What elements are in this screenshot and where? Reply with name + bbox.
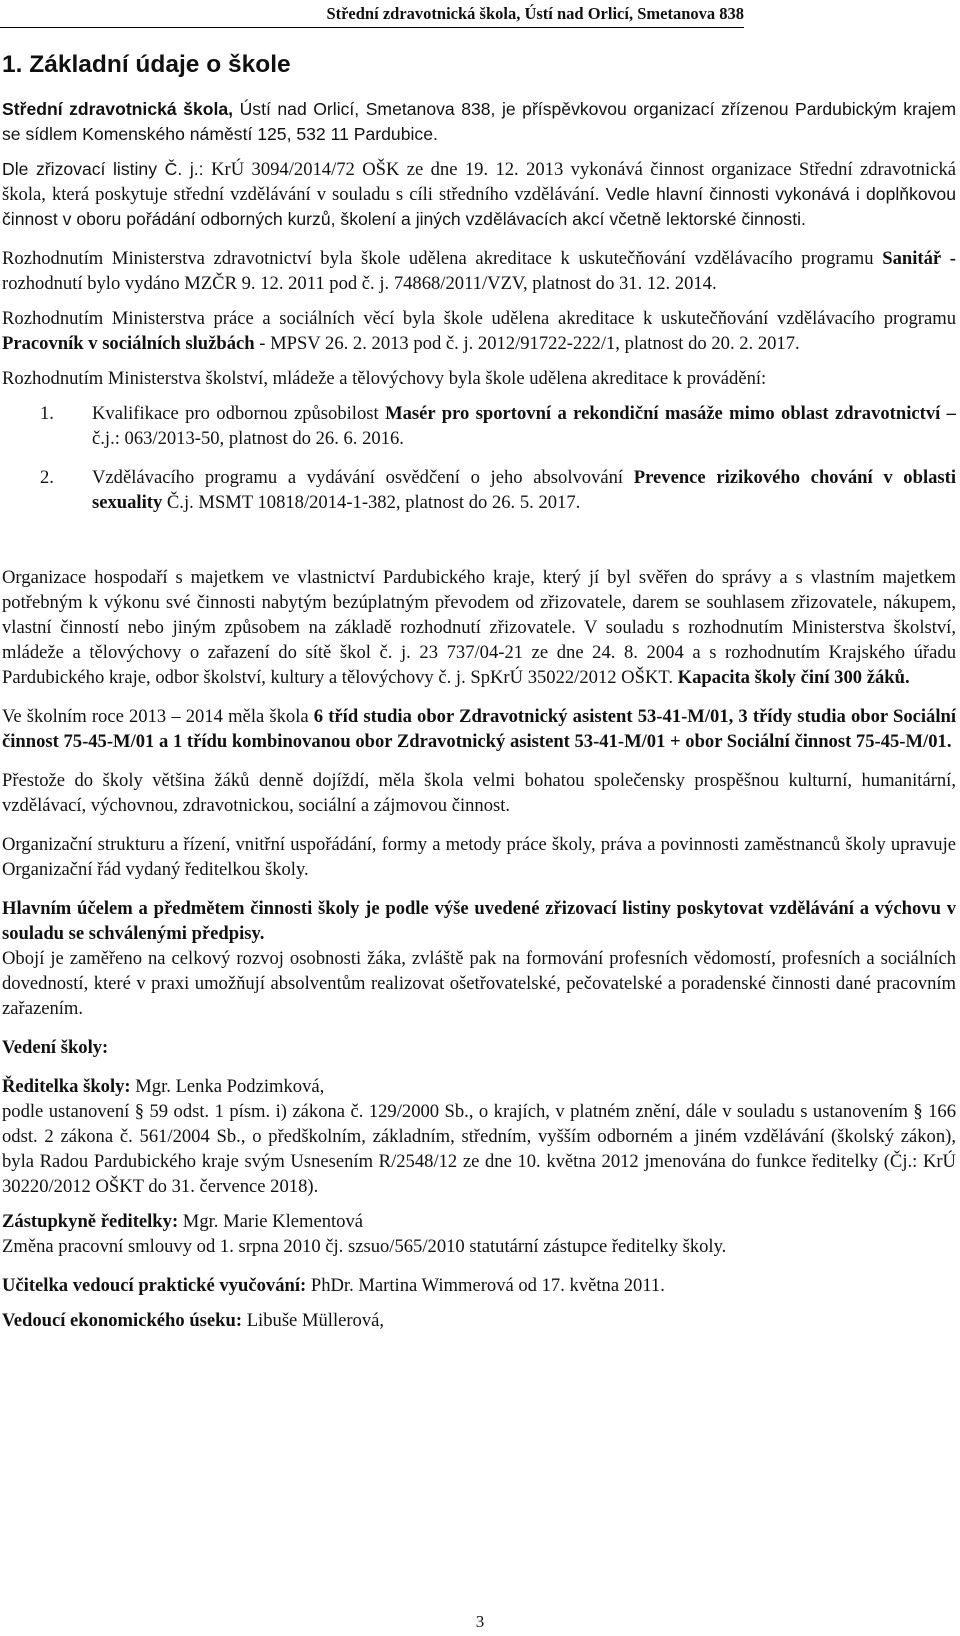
list-text-part: č.j.: 063/2013-50, platnost do 26. 6. 2016. [92, 428, 404, 449]
economic-head-line [2, 1308, 956, 1333]
director-name: Mgr. Lenka Podzimková, [130, 1076, 325, 1097]
list-text-part: Vzdělávacího programu a vydávání osvědčení o jeho absolvování [92, 467, 634, 488]
health-ministry-decision: rozhodnutí bylo vydáno MZČR 9. 12. 2011 pod č. j. 74868/2011/VZV, platnost do 31. 12. 2014. [2, 273, 717, 294]
list-text [92, 401, 956, 451]
paragraph-aims: Obojí je zaměřeno na celkový rozvoj osobnosti žáka, zvláště pak na formování profesních vědomostí, profesních a sociálních dovedností, které v praxi umožňují absolventům realizovat ošetřovatelské, pečovatelské a poradenské činnosti dané pracovním zařazením. [2, 948, 956, 1019]
purpose-text: Hlavním účelem a předmětem činnosti školy je podle výše uvedené zřizovací listiny poskytovat vzdělávání a výchovu v souladu se schválenými předpisy. [2, 898, 956, 944]
deputy-contract: Změna pracovní smlouvy od 1. srpna 2010 čj. szsuo/565/2010 statutární zástupce ředitelky školy. [2, 1236, 727, 1257]
director-label: Ředitelka školy: [2, 1076, 131, 1097]
labour-ministry-text: Rozhodnutím Ministerstva práce a sociálních věcí byla škole udělena akreditace k uskutečňování vzdělávacího programu [2, 308, 956, 329]
list-text-part: Č.j. MSMT 10818/2014-1-382, platnost do 26. 5. 2017. [162, 492, 581, 513]
paragraph-organization: Organizační strukturu a řízení, vnitřní uspořádání, formy a metody práce školy, práva a povinnosti zaměstnanců školy upravuje Organizační řád vydaný ředitelkou školy. [2, 834, 956, 880]
practical-teacher-name: PhDr. Martina Wimmerová od 17. května 2011. [306, 1275, 665, 1296]
practical-teacher-label: Učitelka vedoucí praktické vyučování: [2, 1275, 307, 1296]
property-text: Organizace hospodaří s majetkem ve vlastnictví Pardubického kraje, který jí byl svěřen do správy a s vlastním majetkem potřebným k výkonu své činnosti nabytým bezúplatným převodem od zřizovatele, darem se souhlasem zřizovatele, nákupem, vlastní činností nebo jiným způsobem na základě rozhodnutí zřizovatele. V souladu s rozhodnutím Ministerstva školství, mládeže a tělovýchovy o zařazení do sítě škol č. j. 23 737/04-21 ze dne 24. 8. 2004 a s rozhodnutím Krajského úřadu Pardubického kraje, odbor školství, kultury a tělovýchovy č. j. SpKrÚ 35022/2012 OŠKT. [2, 567, 956, 688]
paragraph-founding-charter [2, 157, 956, 232]
list-text-part: Kvalifikace pro odbornou způsobilost [92, 403, 386, 424]
school-name: Střední zdravotnická škola, [2, 99, 234, 119]
paragraph-activities: Přestože do školy většina žáků denně dojíždí, měla škola velmi bohatou společensky prospěšnou kulturní, humanitární, vzdělávací, výchovnou, zdravotnickou, sociální a zájmovou činnost. [2, 770, 956, 816]
school-capacity: Kapacita školy činí 300 žáků. [677, 667, 910, 688]
document-body [2, 97, 956, 1333]
paragraph-classes [2, 704, 956, 754]
paragraph-school-info [2, 97, 956, 147]
list-text-bold: Prevence rizikového chování v oblasti sexuality [92, 467, 957, 513]
paragraph-education-ministry: Rozhodnutím Ministerstva školství, mládeže a tělovýchovy byla škole udělena akreditace k provádění: [2, 368, 767, 389]
program-social-services: Pracovník v sociálních službách [2, 333, 255, 354]
paragraph-labour-ministry [2, 306, 956, 356]
health-ministry-text: Rozhodnutím Ministerstva zdravotnictví byla škole udělena akreditace k uskutečňování vzdělávacího programu [2, 248, 883, 269]
deputy-label: Zástupkyně ředitelky: [2, 1211, 179, 1232]
director-appointment: podle ustanovení § 59 odst. 1 písm. i) zákona č. 129/2000 Sb., o krajích, v platném znění, dále v souladu s ustanovením § 166 odst. 2 zákona č. 561/2004 Sb., o předškolním, základním, středním, vyšším odborném a jiném vzdělávání (školský zákon), byla Radou Pardubického kraje svým Usnesením R/2548/12 ze dne 10. května 2012 jmenována do funkce ředitelky (Čj.: KrÚ 30220/2012 OŠKT do 31. července 2018). [2, 1101, 956, 1197]
deputy-name: Mgr. Marie Klementová [178, 1211, 364, 1232]
list-number: 2. [40, 467, 54, 488]
section-heading: 1. Základní údaje o škole [2, 51, 291, 78]
classes-detail: 6 tříd studia obor Zdravotnický asistent 53-41-M/01, 3 třídy studia obor Sociální činnost 75-45-M/01 a 1 třídu kombinovanou obor Zdravotnický asistent 53-41-M/01 + obor Sociální činnost 75-45-M/01. [2, 706, 956, 752]
program-sanitar: Sanitář - [882, 248, 956, 269]
economic-head-label: Vedoucí ekonomického úseku: [2, 1310, 243, 1331]
leadership-label: Vedení školy: [2, 1037, 109, 1058]
classes-prefix: Ve školním roce 2013 – 2014 měla škola [2, 706, 314, 727]
paragraph-purpose [2, 896, 956, 946]
paragraph-property [2, 565, 956, 690]
paragraph-health-ministry [2, 246, 956, 296]
leadership-heading [2, 1035, 956, 1060]
list-item [2, 401, 956, 451]
practical-teacher-line [2, 1273, 956, 1298]
page-number: 3 [475, 1612, 485, 1631]
charter-text: KrÚ 3094/2014/72 OŠK ze dne 19. 12. 2013 vykonává činnost organizace Střední zdravotnická škola, která poskytuje střední vzdělávání v souladu s cíli středního vzdělávání. [2, 159, 956, 205]
deputy-line [2, 1209, 956, 1234]
list-number: 1. [40, 403, 54, 424]
list-text [92, 465, 956, 515]
page-header: Střední zdravotnická škola, Ústí nad Orlicí, Smetanova 838 [0, 1, 744, 28]
list-text-bold: Masér pro sportovní a rekondiční masáže mimo oblast zdravotnictví – [385, 403, 956, 424]
charter-prefix: Dle zřizovací listiny Č. j.: [2, 159, 212, 179]
list-item [2, 465, 956, 515]
labour-ministry-decision: - MPSV 26. 2. 2013 pod č. j. 2012/91722-222/1, platnost do 20. 2. 2017. [254, 333, 800, 354]
school-info-text: Ústí nad Orlicí, Smetanova 838, je příspěvkovou organizací zřízenou Pardubickým krajem se sídlem Komenského náměstí 125, 532 11 Pardubice. [2, 99, 956, 144]
secondary-activity-text: Vedle hlavní činnosti vykonává i doplňkovou činnost v oboru pořádání odborných kurzů, školení a jiných vzdělávacích akcí včetně lektorské činnosti. [2, 184, 957, 229]
director-line [2, 1074, 956, 1099]
economic-head-name: Libuše Müllerová, [242, 1310, 385, 1331]
